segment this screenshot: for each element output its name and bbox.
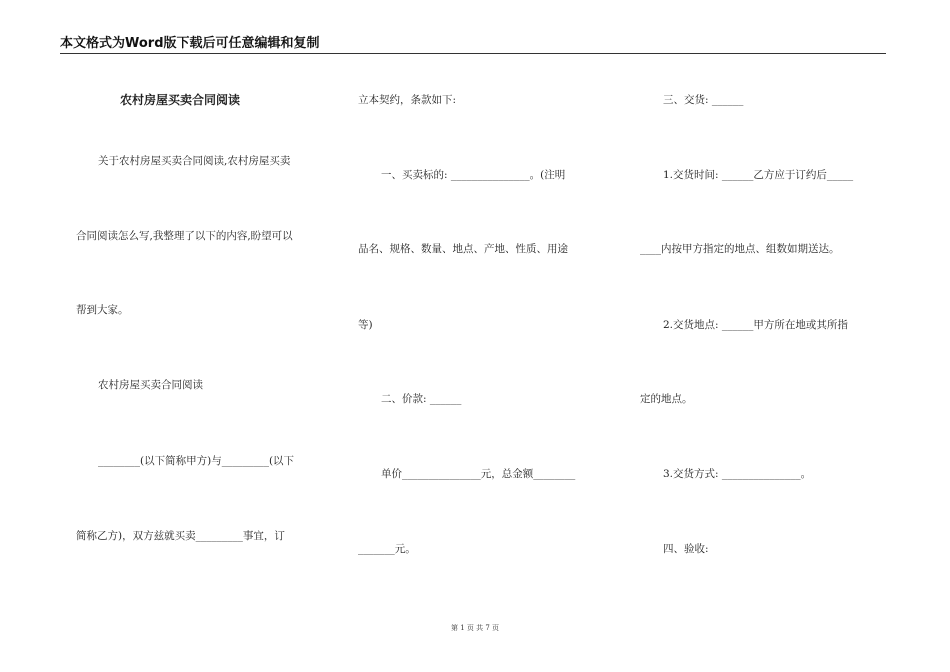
clause-line: 四、验收: (663, 543, 709, 555)
clause-line: 三、交货: ______ (663, 94, 744, 106)
clause-line: 等) (358, 319, 373, 331)
document-banner: 本文格式为Word版下载后可任意编辑和复制 (60, 36, 320, 51)
clause-line: 单价_______________元，总金额________ (381, 468, 576, 480)
document-title: 农村房屋买卖合同阅读 (120, 93, 241, 107)
clause-line: ____内按甲方指定的地点、组数如期送达。 (640, 243, 840, 255)
clause-line: 一、买卖标的: _______________。(注明 (381, 169, 566, 181)
clause-line: 2.交货地点: ______甲方所在地或其所指 (663, 319, 848, 331)
paragraph-line: 立本契约，条款如下: (358, 94, 457, 106)
paragraph-line: 合同阅读怎么写,我整理了以下的内容,盼望可以 (76, 230, 293, 242)
clause-line: 1.交货时间: ______乙方应于订约后_____ (663, 169, 854, 181)
section-heading: 农村房屋买卖合同阅读 (98, 379, 203, 391)
clause-line: 品名、规格、数量、地点、产地、性质、用途 (358, 243, 568, 255)
clause-line: _______元。 (358, 543, 416, 555)
clause-line: 二、价款: ______ (381, 393, 462, 405)
paragraph-line: 简称乙方)，双方兹就买卖_________事宜，订 (76, 530, 285, 542)
header-divider (60, 53, 886, 54)
clause-line: 3.交货方式: _______________。 (663, 468, 812, 480)
clause-line: 定的地点。 (640, 393, 693, 405)
paragraph-line: 帮到大家。 (76, 304, 129, 316)
paragraph-line: 关于农村房屋买卖合同阅读,农村房屋买卖 (98, 155, 291, 167)
page-number: 第 1 页 共 7 页 (450, 624, 500, 632)
paragraph-line: ________(以下简称甲方)与_________(以下 (98, 455, 295, 467)
